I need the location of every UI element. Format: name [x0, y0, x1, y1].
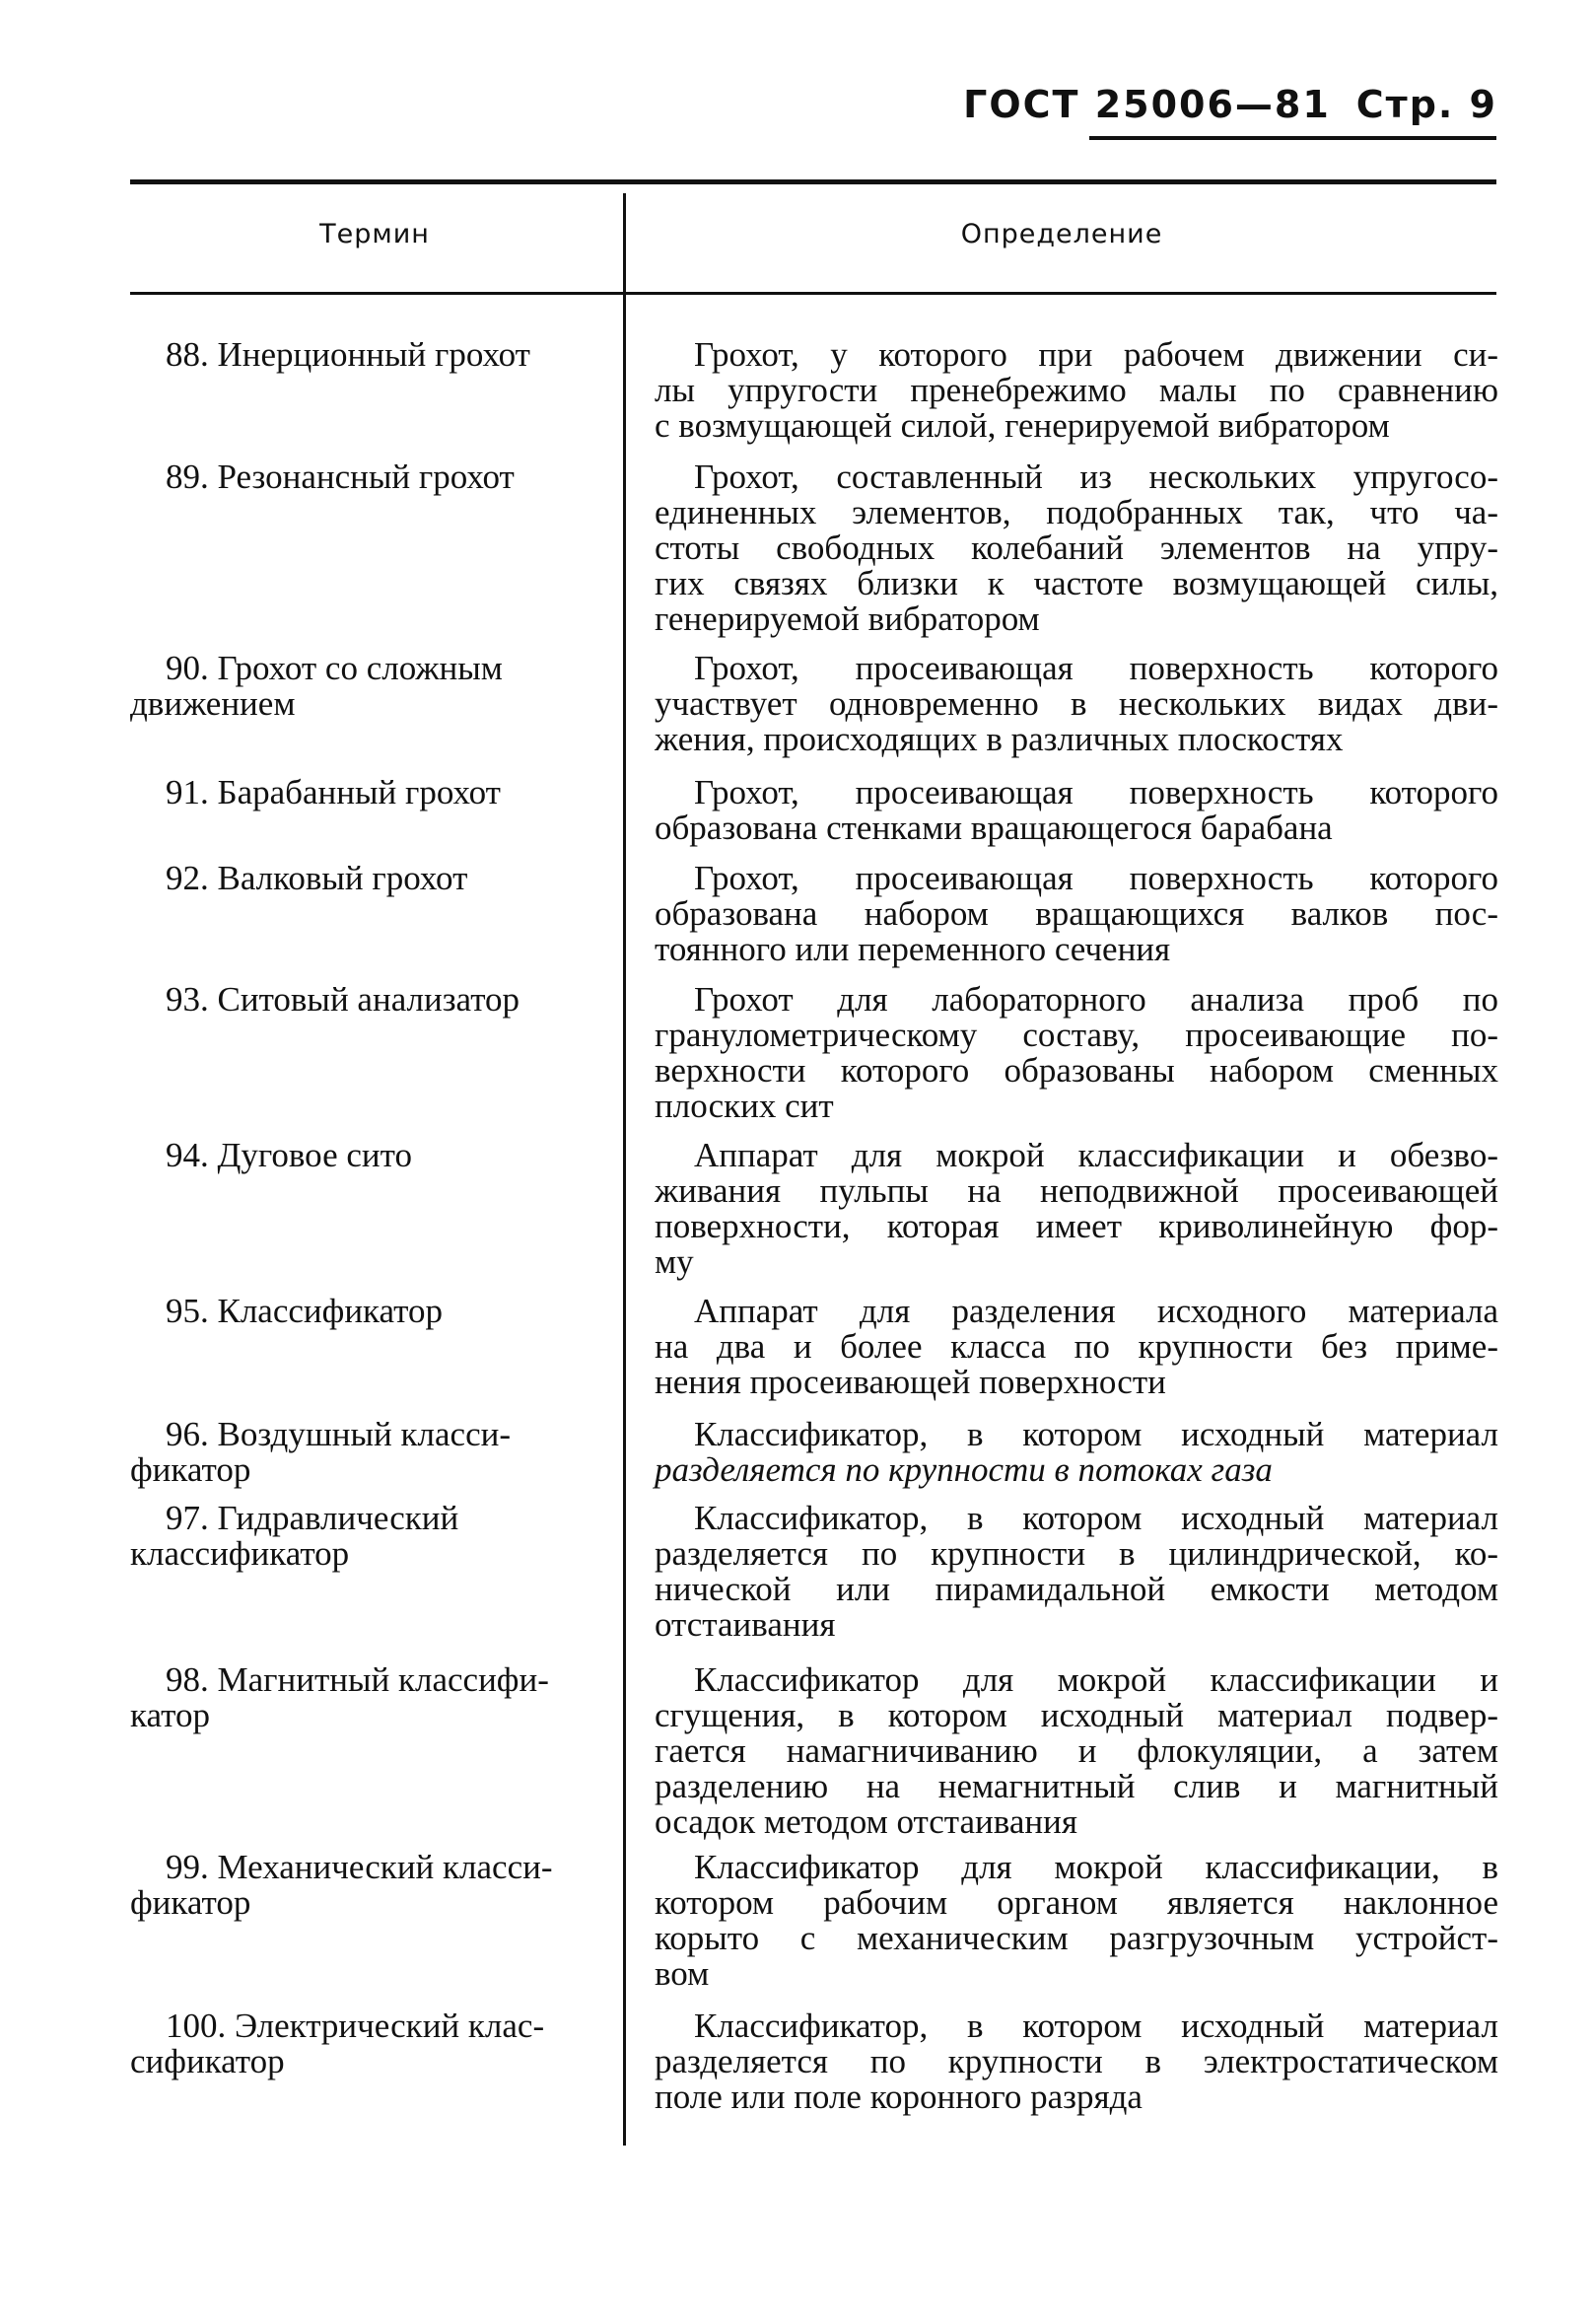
term-number: 92.	[166, 859, 209, 897]
term-number: 99.	[166, 1848, 209, 1886]
term-text: Инерционный грохот	[217, 335, 530, 374]
definition-line: тоянного или переменного сечения	[655, 930, 1171, 968]
term-cell	[130, 1417, 593, 1488]
header-rule	[1089, 136, 1496, 140]
standard-number: ГОСТ 25006—81	[963, 83, 1331, 126]
term-line: катор	[130, 1696, 210, 1734]
term-text: Магнитный классифи-	[217, 1660, 549, 1699]
definition-line: му	[655, 1242, 694, 1281]
term-line: фикатор	[130, 1883, 251, 1922]
term-text: Грохот со сложным	[217, 649, 503, 687]
term-cell	[130, 2008, 593, 2079]
definition-cell	[655, 1294, 1498, 1400]
definition-line: Грохот, составленный из нескольких упругосо-	[694, 458, 1498, 496]
term-text: Электрический клас-	[235, 2007, 545, 2045]
definition-line: стоты свободных колебаний элементов на упру-	[655, 528, 1498, 567]
term-number: 97.	[166, 1499, 209, 1537]
definition-line: Грохот, просеивающая поверхность которого	[694, 773, 1498, 811]
term-number: 88.	[166, 335, 209, 374]
definition-line: Аппарат для мокрой классификации и обезво-	[694, 1136, 1498, 1174]
definition-line: Классификатор для мокрой классификации, в	[694, 1848, 1498, 1886]
term-line	[130, 1417, 593, 1452]
definition-line: Классификатор, в котором исходный материал	[694, 1499, 1498, 1537]
definition-line: гих связях близки к частоте возмущающей силы,	[655, 564, 1498, 602]
term-text: Резонансный грохот	[217, 458, 515, 496]
term-line: фикатор	[130, 1450, 251, 1489]
definition-line: разделяется по крупности в цилиндрической, ко-	[655, 1534, 1498, 1573]
definition-line: на два и более класса по крупности без приме-	[655, 1327, 1498, 1366]
term-line	[130, 1138, 593, 1173]
term-text: Валковый грохот	[217, 859, 468, 897]
column-divider	[623, 193, 626, 2146]
term-line	[130, 1850, 593, 1885]
definition-line: нения просеивающей поверхности	[655, 1363, 1166, 1401]
definition-cell	[655, 1850, 1498, 1992]
term-number: 93.	[166, 980, 209, 1019]
definition-line: гранулометрическому составу, просеивающие по-	[655, 1016, 1498, 1054]
definition-cell	[655, 459, 1498, 637]
definition-line: Классификатор для мокрой классификации и	[694, 1660, 1498, 1699]
term-line	[130, 651, 593, 686]
term-number: 90.	[166, 649, 209, 687]
definition-line: лы упругости пренебрежимо малы по сравнению	[655, 371, 1498, 409]
term-number: 91.	[166, 773, 209, 811]
definition-line: разделению на немагнитный слив и магнитный	[655, 1767, 1498, 1805]
term-cell	[130, 982, 593, 1018]
definition-line: нической или пирамидальной емкости методом	[655, 1570, 1498, 1608]
definition-line: единенных элементов, подобранных так, что ча-	[655, 493, 1498, 531]
term-cell	[130, 1138, 593, 1173]
term-line	[130, 2008, 593, 2044]
page-number: Стр. 9	[1355, 83, 1497, 126]
term-line: движением	[130, 684, 296, 723]
term-line	[130, 1294, 593, 1329]
term-line: классификатор	[130, 1534, 350, 1573]
definition-line: Классификатор, в котором исходный материал	[694, 2007, 1498, 2045]
definition-line: осадок методом отстаивания	[655, 1802, 1077, 1841]
definition-cell	[655, 651, 1498, 757]
definition-cell	[655, 1417, 1498, 1488]
header-bottom-rule	[130, 292, 1496, 295]
term-line: сификатор	[130, 2042, 285, 2080]
definition-line: образована стенками вращающегося барабана	[655, 809, 1333, 847]
definition-line: разделяется по крупности в потоках газа	[655, 1450, 1273, 1489]
column-header-definition: Определение	[960, 219, 1163, 249]
term-line	[130, 1662, 593, 1698]
term-line	[130, 459, 593, 495]
term-number: 95.	[166, 1292, 209, 1330]
term-cell	[130, 337, 593, 373]
term-number: 94.	[166, 1136, 209, 1174]
definition-cell	[655, 861, 1498, 967]
definition-line: вом	[655, 1954, 710, 1993]
term-text: Ситовый анализатор	[217, 980, 520, 1019]
page-header	[963, 83, 1497, 126]
definition-line: участвует одновременно в нескольких видах дви-	[655, 684, 1498, 723]
term-line	[130, 775, 593, 810]
definition-line: сгущения, в котором исходный материал подвер-	[655, 1696, 1498, 1734]
definition-line: гается намагничиванию и флокуляции, а затем	[655, 1731, 1498, 1770]
term-line	[130, 982, 593, 1018]
definition-line: поле или поле коронного разряда	[655, 2078, 1143, 2116]
definition-line: генерируемой вибратором	[655, 599, 1040, 638]
definition-line: с возмущающей силой, генерируемой вибратором	[655, 406, 1390, 445]
term-number: 96.	[166, 1415, 209, 1453]
definition-cell	[655, 337, 1498, 444]
term-number: 100.	[166, 2007, 227, 2045]
term-cell	[130, 459, 593, 495]
term-cell	[130, 1850, 593, 1921]
definition-line: Грохот, у которого при рабочем движении си-	[694, 335, 1498, 374]
term-text: Гидравлический	[217, 1499, 459, 1537]
definition-cell	[655, 982, 1498, 1124]
term-cell	[130, 1662, 593, 1733]
definition-cell	[655, 1662, 1498, 1840]
definition-line: жения, происходящих в различных плоскостях	[655, 720, 1344, 758]
definition-cell	[655, 1138, 1498, 1280]
definition-line: котором рабочим органом является наклонное	[655, 1883, 1498, 1922]
definition-cell	[655, 1501, 1498, 1643]
term-text: Дуговое сито	[217, 1136, 412, 1174]
definition-line: плоских сит	[655, 1087, 834, 1125]
definition-line: отстаивания	[655, 1605, 836, 1644]
definition-line: корыто с механическим разгрузочным устройст-	[655, 1919, 1498, 1957]
definition-line: поверхности, которая имеет криволинейную фор-	[655, 1207, 1498, 1245]
definition-line: Грохот, просеивающая поверхность которого	[694, 859, 1498, 897]
definition-line: Аппарат для разделения исходного материала	[694, 1292, 1498, 1330]
definition-line: Грохот для лабораторного анализа проб по	[694, 980, 1498, 1019]
definition-cell	[655, 2008, 1498, 2115]
term-text: Классификатор	[217, 1292, 443, 1330]
definition-line: разделяется по крупности в электростатическом	[655, 2042, 1498, 2080]
term-text: Барабанный грохот	[217, 773, 501, 811]
term-cell	[130, 1294, 593, 1329]
definition-line: живания пульпы на неподвижной просеивающей	[655, 1171, 1498, 1210]
definition-line: Грохот, просеивающая поверхность которого	[694, 649, 1498, 687]
definition-line: образована набором вращающихся валков пос-	[655, 894, 1498, 933]
term-cell	[130, 1501, 593, 1572]
term-cell	[130, 651, 593, 722]
definition-cell	[655, 775, 1498, 846]
term-line	[130, 337, 593, 373]
term-number: 98.	[166, 1660, 209, 1699]
term-line	[130, 1501, 593, 1536]
term-number: 89.	[166, 458, 209, 496]
column-header-term: Термин	[319, 219, 430, 249]
term-text: Механический класси-	[217, 1848, 553, 1886]
term-cell	[130, 861, 593, 896]
term-cell	[130, 775, 593, 810]
definition-line: верхности которого образованы набором сменных	[655, 1051, 1498, 1090]
term-line	[130, 861, 593, 896]
term-text: Воздушный класси-	[217, 1415, 511, 1453]
definition-line: Классификатор, в котором исходный материал	[694, 1415, 1498, 1453]
table-top-rule	[130, 179, 1496, 184]
